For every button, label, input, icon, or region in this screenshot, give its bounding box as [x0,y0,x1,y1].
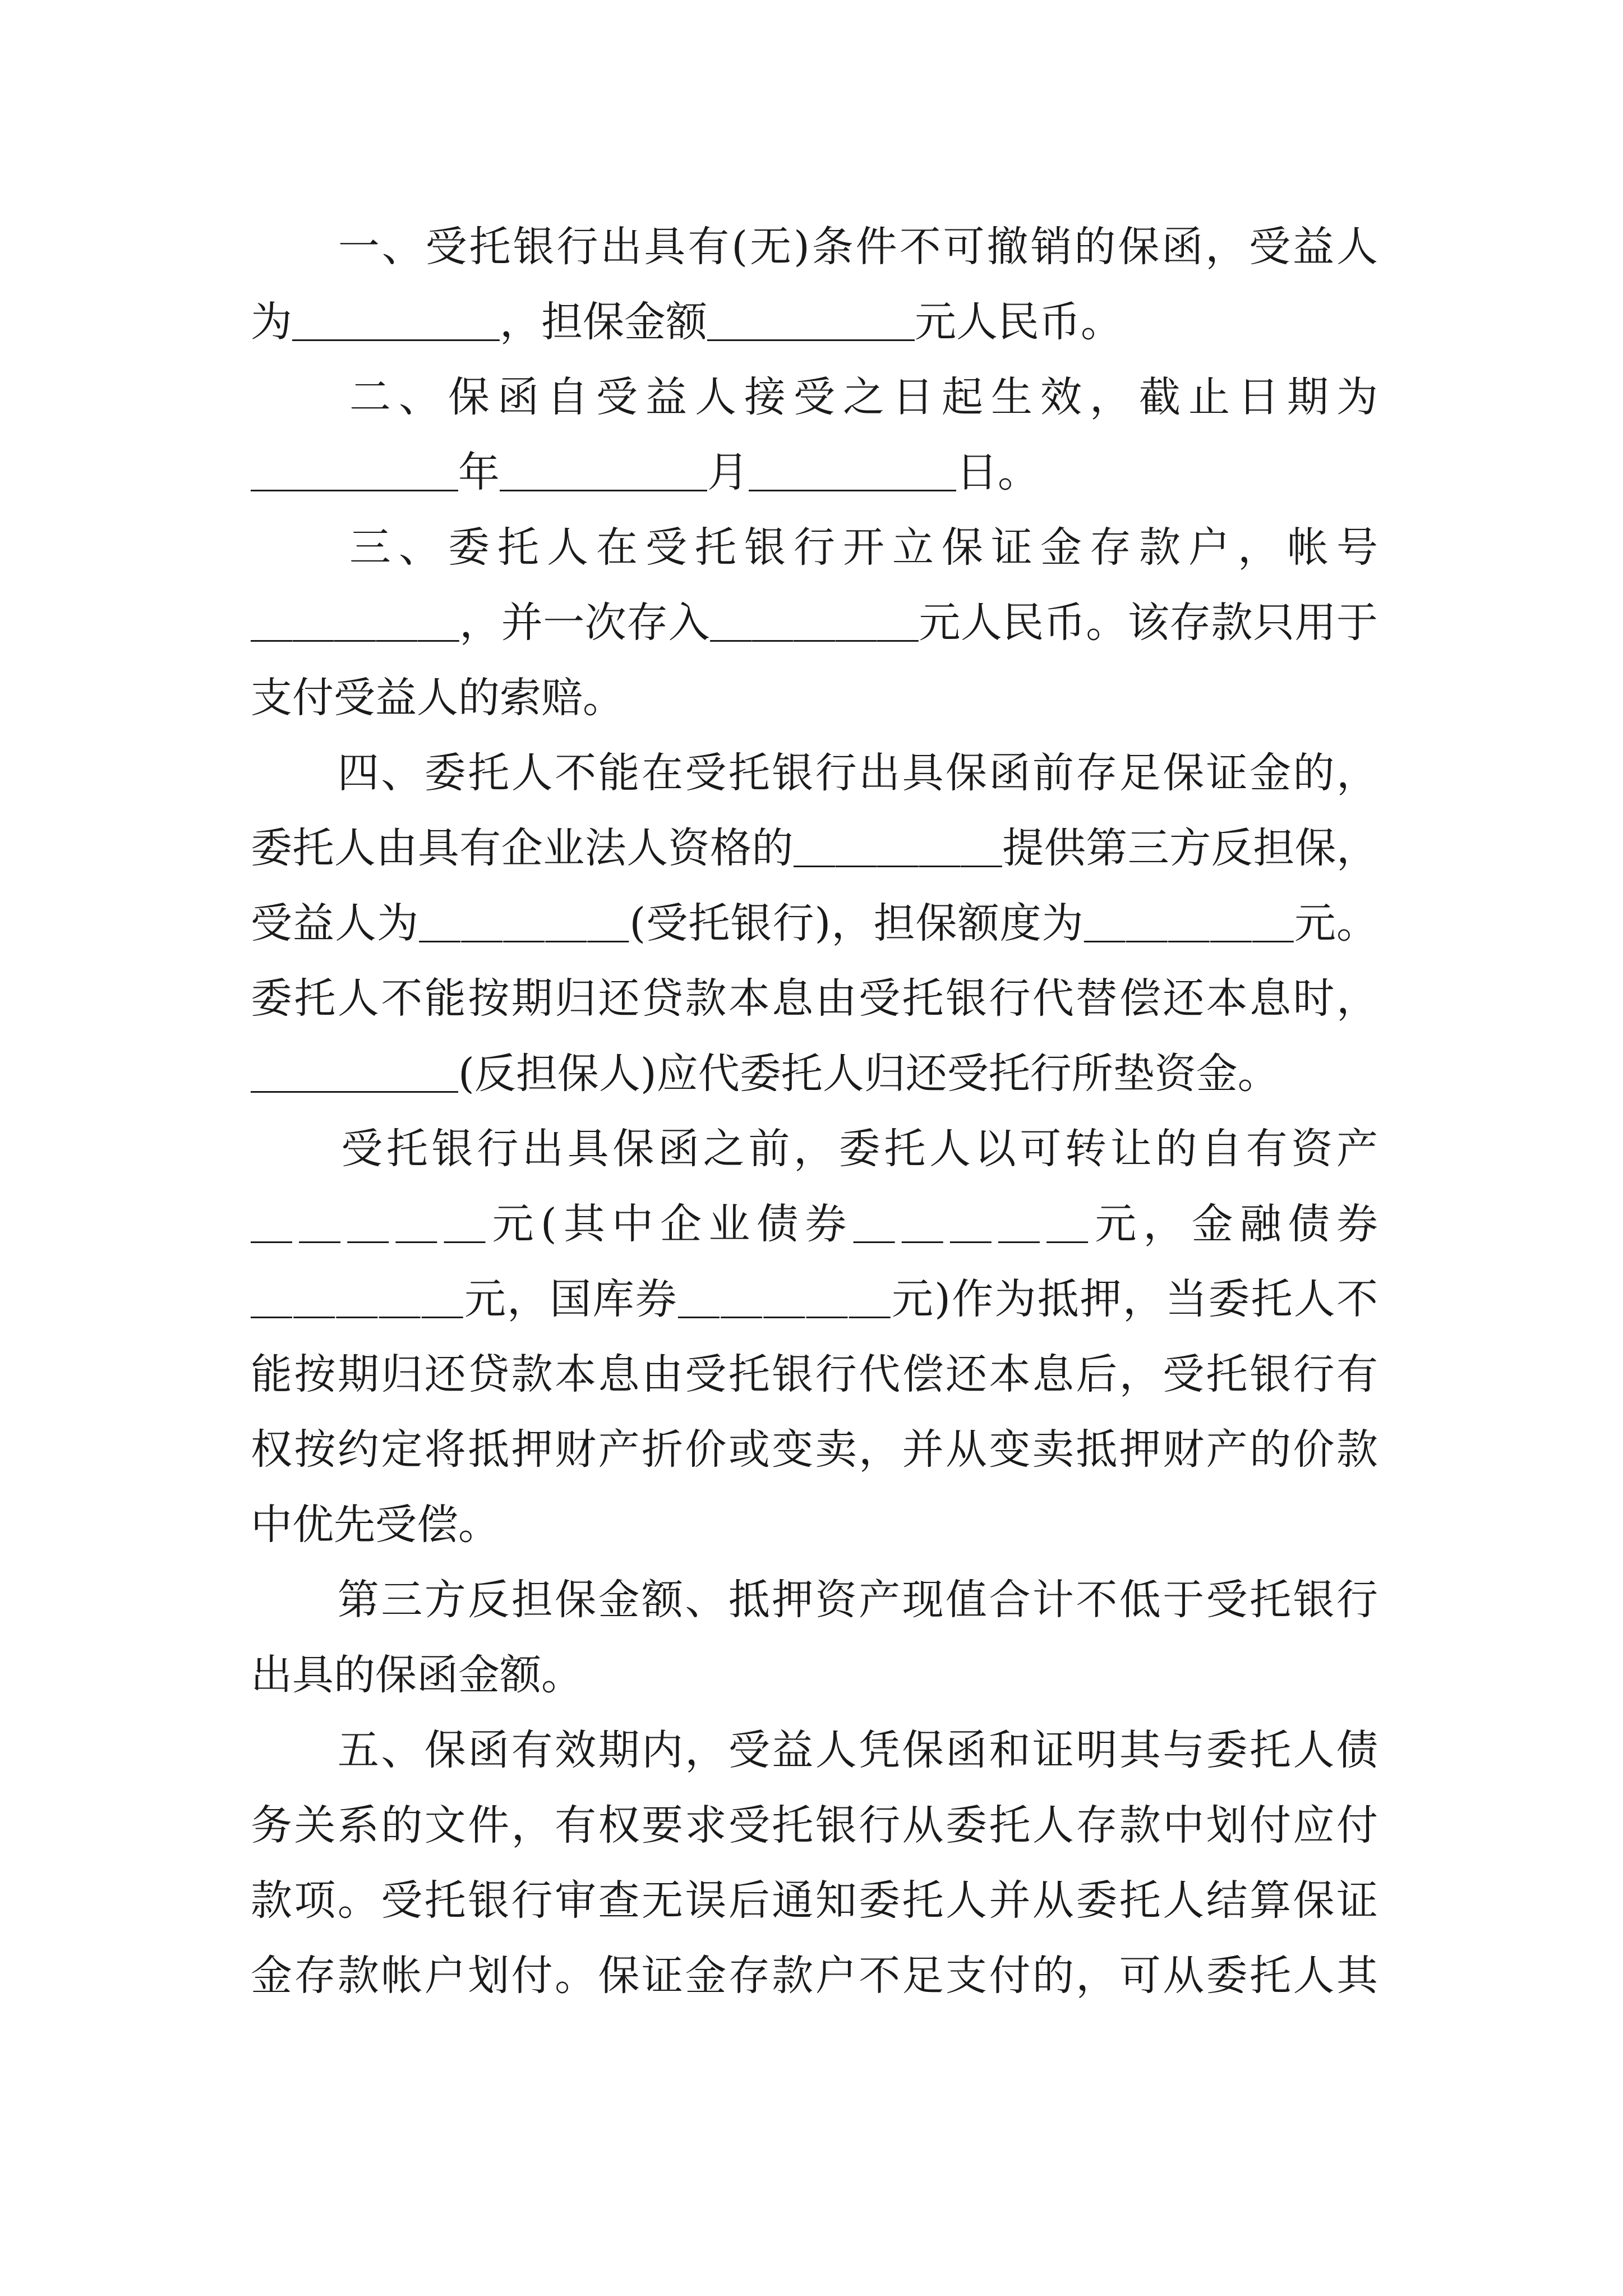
text-line: 三、委托人在受托银行开立保证金存款户，帐号 [251,523,1378,572]
text-line: 二、保函自受益人接受之日起生效，截止日期为 [251,373,1378,421]
text-line: 能按期归还贷款本息由受托银行代偿还本息后，受托银行有 [251,1350,1378,1398]
text-line: 一、受托银行出具有(无)条件不可撤销的保函，受益人 [251,223,1378,271]
text-line: ＿＿＿＿＿元(其中企业债券＿＿＿＿＿元，金融债券 [251,1200,1378,1248]
text-line: ＿＿＿＿＿，并一次存入＿＿＿＿＿元人民币。该存款只用于 [251,599,1378,647]
text-line: 委托人不能按期归还贷款本息由受托银行代替偿还本息时， [251,974,1378,1023]
text-line: 款项。受托银行审查无误后通知委托人并从委托人结算保证 [251,1876,1378,1925]
text-line: 五、保函有效期内，受益人凭保函和证明其与委托人债 [251,1726,1378,1774]
text-line: 委托人由具有企业法人资格的＿＿＿＿＿提供第三方反担保， [251,824,1378,872]
text-line: 四、委托人不能在受托银行出具保函前存足保证金的， [251,749,1378,797]
text-line: 受托银行出具保函之前，委托人以可转让的自有资产 [251,1125,1378,1173]
text-line: 受益人为＿＿＿＿＿(受托银行)，担保额度为＿＿＿＿＿元。 [251,899,1378,947]
text-line: 出具的保函金额。 [251,1651,583,1699]
text-line: 务关系的文件，有权要求受托银行从委托人存款中划付应付 [251,1801,1378,1849]
text-line: ＿＿＿＿＿元，国库券＿＿＿＿＿元)作为抵押，当委托人不 [251,1275,1378,1323]
text-line: 权按约定将抵押财产折价或变卖，并从变卖抵押财产的价款 [251,1425,1378,1474]
text-line: ＿＿＿＿＿(反担保人)应代委托人归还受托行所垫资金。 [251,1050,1279,1098]
text-line: 为＿＿＿＿＿，担保金额＿＿＿＿＿元人民币。 [251,298,1122,346]
text-line: 中优先受偿。 [251,1501,500,1549]
text-line: 第三方反担保金额、抵押资产现值合计不低于受托银行 [251,1576,1378,1624]
text-line: 支付受益人的索赔。 [251,674,624,722]
text-line: ＿＿＿＿＿年＿＿＿＿＿月＿＿＿＿＿日。 [251,448,1039,496]
text-line: 金存款帐户划付。保证金存款户不足支付的，可从委托人其 [251,1952,1378,2000]
